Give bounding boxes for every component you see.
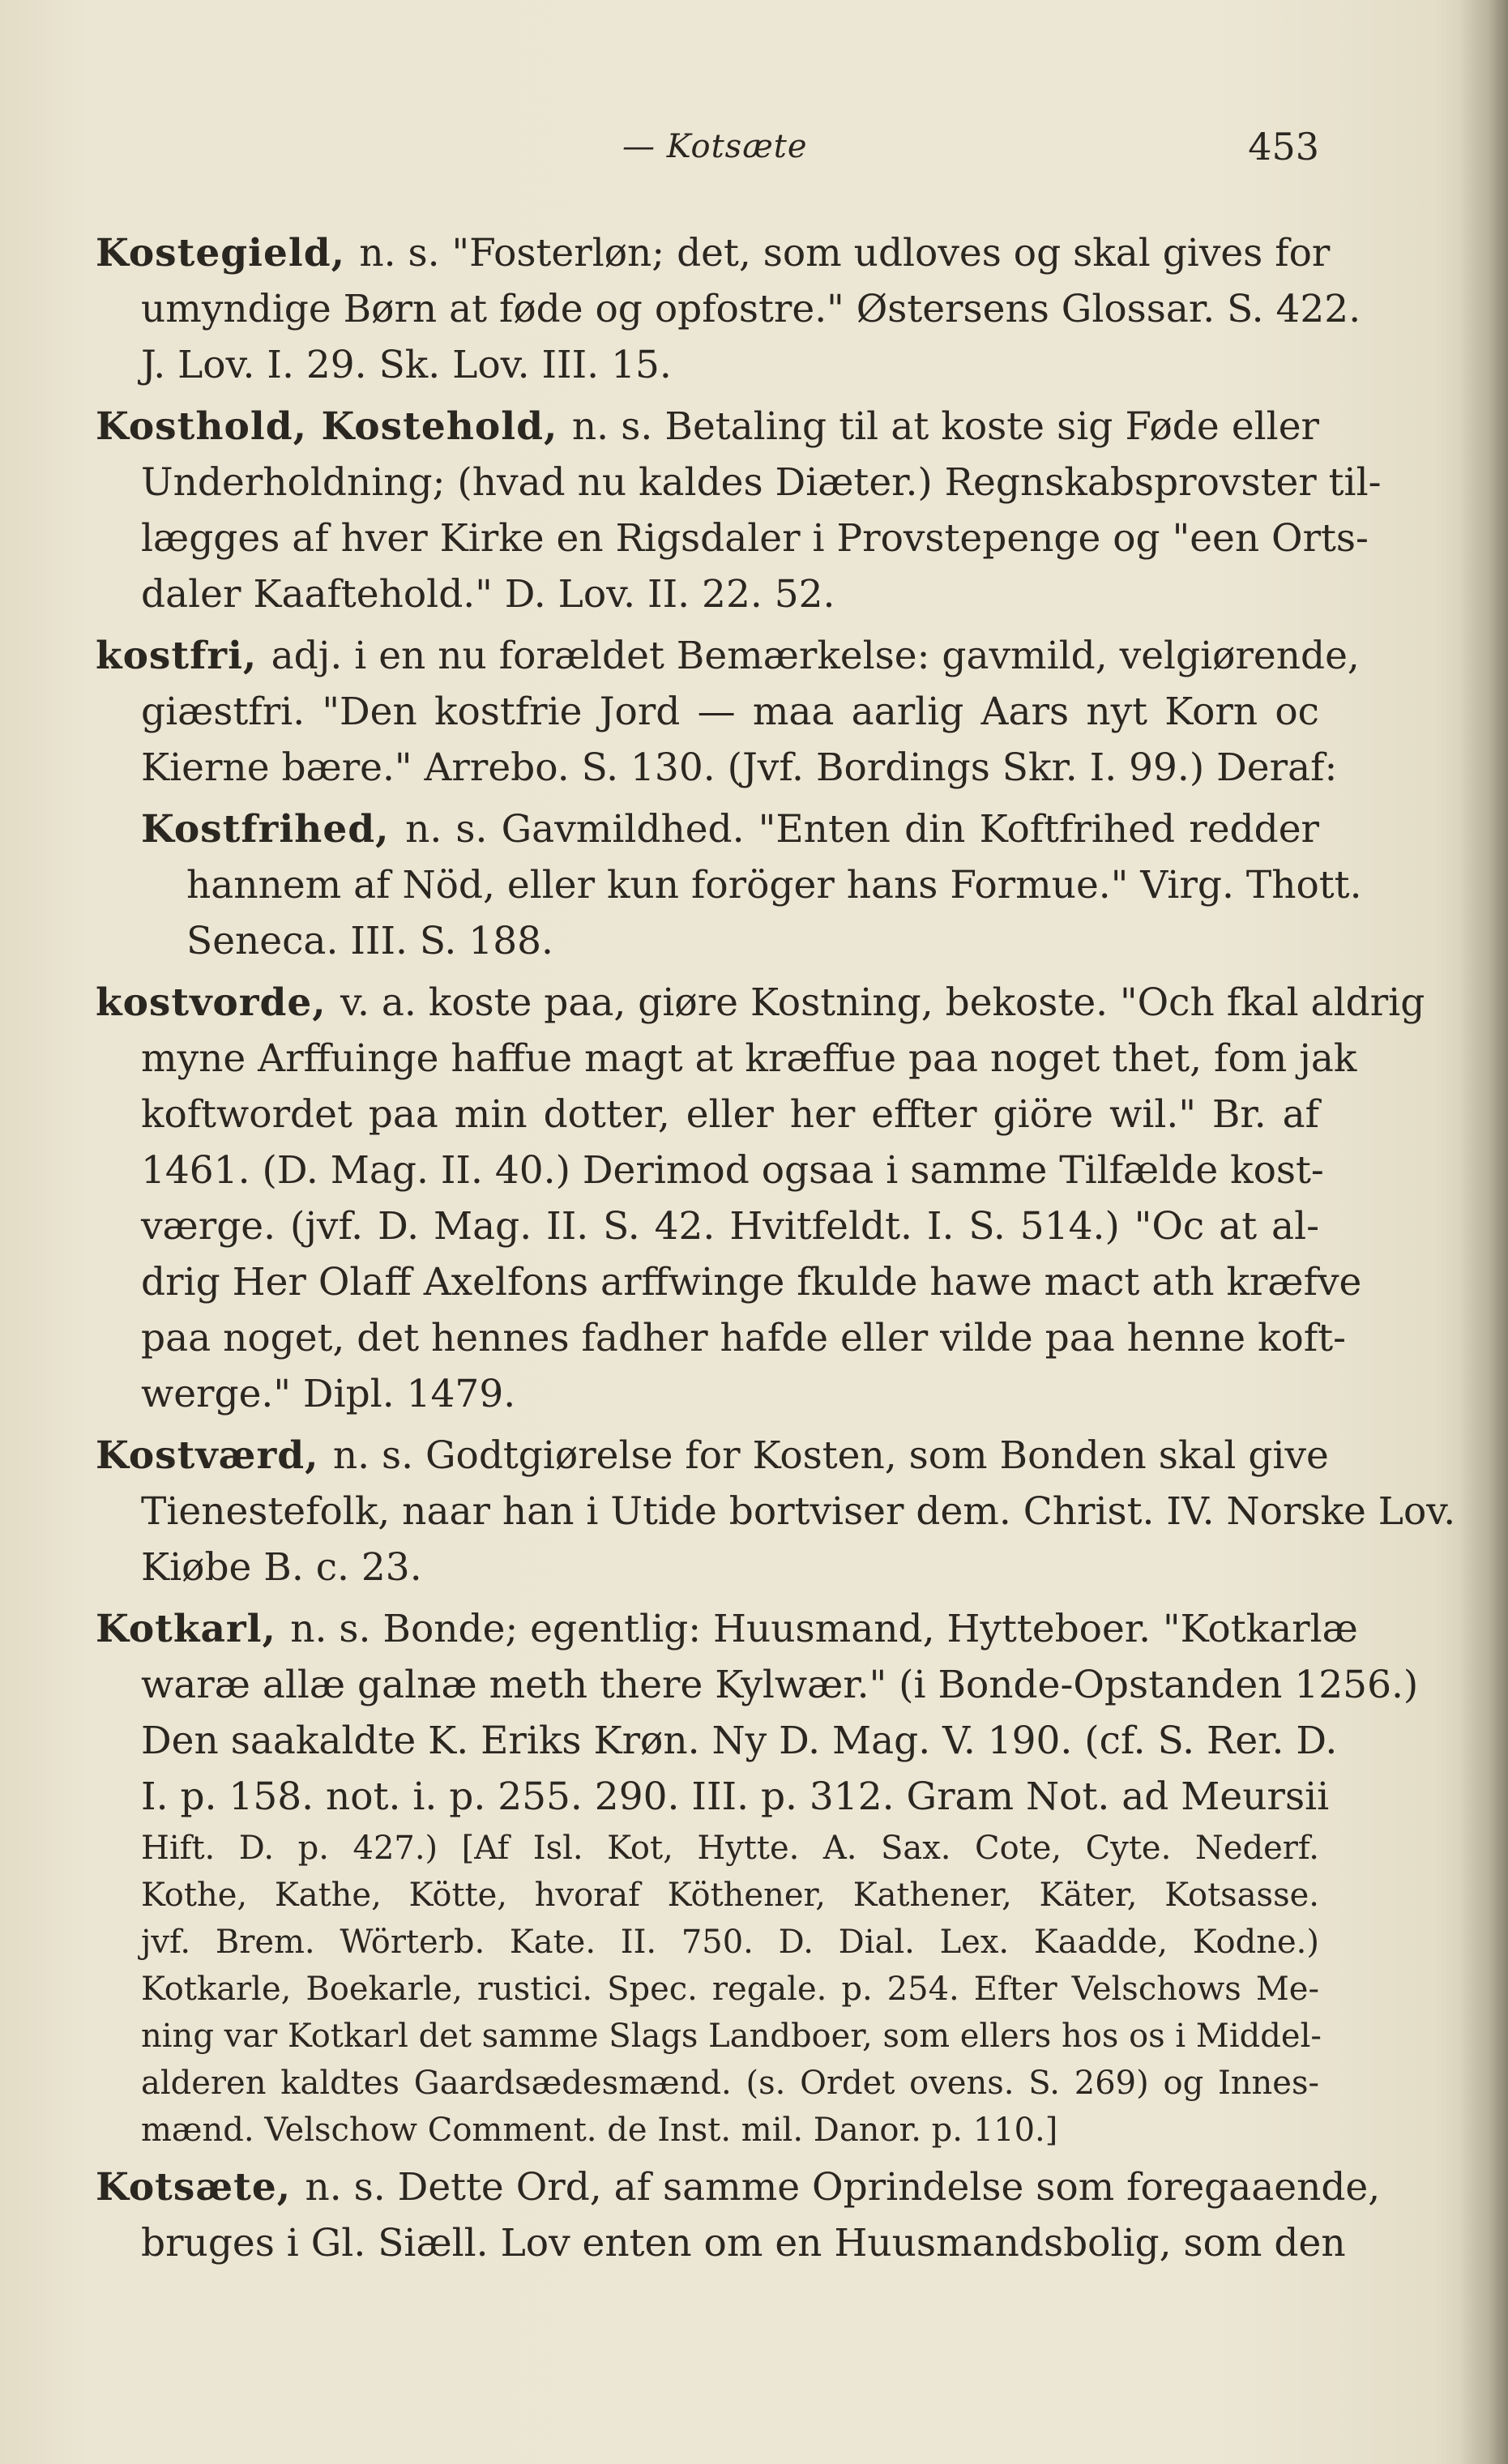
entry-text: n. s. Gavmildhed. "Enten din Koftfrihed redder xyxy=(405,807,1319,852)
entry-text: Seneca. III. S. 188. xyxy=(186,919,553,963)
page-number: 453 xyxy=(1248,125,1319,169)
headword: kostvorde, xyxy=(96,980,340,1025)
headword: Kostværd, xyxy=(96,1433,333,1478)
entry-line xyxy=(96,566,1319,622)
entry-line xyxy=(96,1310,1346,1366)
entry-line xyxy=(141,857,1362,913)
entry-line xyxy=(96,455,1382,510)
entry-text: v. a. koste paa, giøre Kostning, bekoste. "Och fkal aldrig xyxy=(340,980,1425,1025)
entry-line xyxy=(96,225,1331,281)
entry-line xyxy=(96,628,1360,684)
dictionary-text xyxy=(96,225,1456,2277)
headword: Kostfrihed, xyxy=(141,807,406,852)
entry-text: drig Her Olaff Axelfons arffwinge fkulde hawe mact ath kræfve xyxy=(141,1260,1362,1305)
entry-line xyxy=(96,510,1369,566)
entry-text: Kierne bære." Arrebo. S. 130. (Jvf. Bordings Skr. I. 99.) Deraf: xyxy=(141,745,1338,790)
entry-text: n. s. Betaling til at koste sig Føde eller xyxy=(571,404,1319,449)
entry-text: J. Lov. I. 29. Sk. Lov. III. 15. xyxy=(141,343,672,387)
dictionary-entry xyxy=(96,1601,1419,2154)
entry-text: waræ allæ galnæ meth there Kylwær." (i Bonde-Opstanden 1256.) xyxy=(141,1663,1419,1707)
entry-line xyxy=(96,1031,1357,1087)
entry-line xyxy=(141,801,1319,857)
entry-text: Hift. D. p. 427.) [Af Isl. Kot, Hytte. A. Sax. Cote, Cyte. Nederf. xyxy=(141,1830,1319,1867)
entry-line xyxy=(96,1428,1329,1484)
entry-line xyxy=(96,337,1319,393)
dictionary-entry xyxy=(96,975,1425,1422)
entry-text: paa noget, det hennes fadher hafde eller vilde paa henne koft- xyxy=(141,1316,1346,1360)
headword: Kostegield, xyxy=(96,231,360,275)
entry-line xyxy=(96,2013,1322,2060)
entry-text: Underholdning; (hvad nu kaldes Diæter.) Regnskabsprovster til- xyxy=(141,460,1382,505)
book-spine-shadow xyxy=(1459,0,1508,2464)
entry-line xyxy=(96,1142,1324,1198)
entry-line xyxy=(96,975,1425,1031)
entry-text: lægges af hver Kirke en Rigsdaler i Provstepenge og "een Orts- xyxy=(141,516,1369,561)
dictionary-entry xyxy=(96,1428,1456,1595)
entry-text: I. p. 158. not. i. p. 255. 290. III. p. 312. Gram Not. ad Meursii xyxy=(141,1774,1330,1819)
dictionary-entry xyxy=(96,801,1362,969)
entry-line xyxy=(96,1872,1319,1919)
entry-text: n. s. Bonde; egentlig: Huusmand, Hytteboer. "Kotkarlæ xyxy=(290,1607,1358,1651)
entry-line xyxy=(141,913,1319,969)
entry-text: mænd. Velschow Comment. de Inst. mil. Danor. p. 110.] xyxy=(141,2112,1058,2149)
entry-text: Tienestefolk, naar han i Utide bortviser dem. Christ. IV. Norske Lov. xyxy=(141,1489,1456,1534)
entry-text: Kiøbe B. c. 23. xyxy=(141,1545,422,1590)
dictionary-entry xyxy=(96,399,1382,622)
page-header xyxy=(96,125,1319,177)
entry-line xyxy=(96,399,1319,455)
entry-text: werge." Dipl. 1479. xyxy=(141,1372,516,1416)
entry-text: umyndige Børn at føde og opfostre." Østersens Glossar. S. 422. xyxy=(141,287,1361,331)
headword: kostfri, xyxy=(96,634,271,678)
entry-text: n. s. Godtgiørelse for Kosten, som Bonden skal give xyxy=(332,1433,1329,1478)
dictionary-entry xyxy=(96,225,1361,393)
entry-line xyxy=(96,1825,1319,1872)
entry-line xyxy=(96,740,1338,796)
entry-line xyxy=(96,1657,1419,1713)
entry-text: koftwordet paa min dotter, eller her effter giöre wil." Br. af xyxy=(141,1092,1319,1137)
entry-text: giæstfri. "Den kostfrie Jord — maa aarlig Aars nyt Korn oc xyxy=(141,690,1319,734)
entry-text: n. s. "Fosterløn; det, som udloves og skal gives for xyxy=(359,231,1331,275)
entry-line xyxy=(96,1601,1358,1657)
entry-text: n. s. Dette Ord, af samme Oprindelse som foregaaende, xyxy=(305,2165,1381,2210)
dictionary-entry xyxy=(96,2159,1381,2271)
entry-line xyxy=(96,1966,1319,2013)
entry-line xyxy=(96,1366,1319,1422)
entry-text: daler Kaaftehold." D. Lov. II. 22. 52. xyxy=(141,572,835,617)
entry-line xyxy=(96,2215,1346,2271)
headword: Kotkarl, xyxy=(96,1607,291,1651)
entry-line xyxy=(96,684,1319,740)
entry-text: ning var Kotkarl det samme Slags Landboer, som ellers hos os i Middel- xyxy=(141,2018,1322,2055)
entry-text: hannem af Nöd, eller kun foröger hans Formue." Virg. Thott. xyxy=(186,863,1362,907)
entry-line xyxy=(96,1919,1319,1966)
entry-line xyxy=(96,1198,1319,1254)
headword: Kotsæte, xyxy=(96,2165,305,2210)
entry-text: alderen kaldtes Gaardsædesmænd. (s. Ordet ovens. S. 269) og Innes- xyxy=(141,2065,1319,2102)
entry-text: adj. i en nu forældet Bemærkelse: gavmild, velgiørende, xyxy=(271,634,1360,678)
entry-line xyxy=(96,2107,1319,2154)
entry-text: myne Arffuinge haffue magt at kræffue paa noget thet, fom jak xyxy=(141,1036,1357,1081)
entry-text: Kotkarle, Boekarle, rustici. Spec. regale. p. 254. Efter Velschows Me- xyxy=(141,1971,1319,2008)
entry-line xyxy=(96,281,1361,337)
entry-text: værge. (jvf. D. Mag. II. S. 42. Hvitfeldt. I. S. 514.) "Oc at al- xyxy=(141,1204,1319,1249)
entry-text: 1461. (D. Mag. II. 40.) Derimod ogsaa i samme Tilfælde kost- xyxy=(141,1148,1324,1193)
entry-line xyxy=(96,1539,1319,1595)
entry-text: bruges i Gl. Siæll. Lov enten om en Huusmandsbolig, som den xyxy=(141,2221,1346,2265)
running-head: — Kotsæte xyxy=(622,128,808,165)
entry-text: Kothe, Kathe, Kötte, hvoraf Köthener, Kathener, Käter, Kotsasse. xyxy=(141,1877,1319,1914)
entry-line xyxy=(96,1769,1330,1825)
entry-line xyxy=(96,1713,1338,1769)
entry-line xyxy=(96,1254,1362,1310)
entry-line xyxy=(96,2060,1319,2107)
entry-text: jvf. Brem. Wörterb. Kate. II. 750. D. Dial. Lex. Kaadde, Kodne.) xyxy=(141,1924,1319,1961)
entry-line xyxy=(96,1484,1456,1539)
entry-line xyxy=(96,2159,1381,2215)
dictionary-entry xyxy=(96,628,1360,796)
entry-text: Den saakaldte K. Eriks Krøn. Ny D. Mag. V. 190. (cf. S. Rer. D. xyxy=(141,1719,1338,1763)
entry-line xyxy=(96,1087,1319,1142)
headword: Kosthold, Kostehold, xyxy=(96,404,572,449)
